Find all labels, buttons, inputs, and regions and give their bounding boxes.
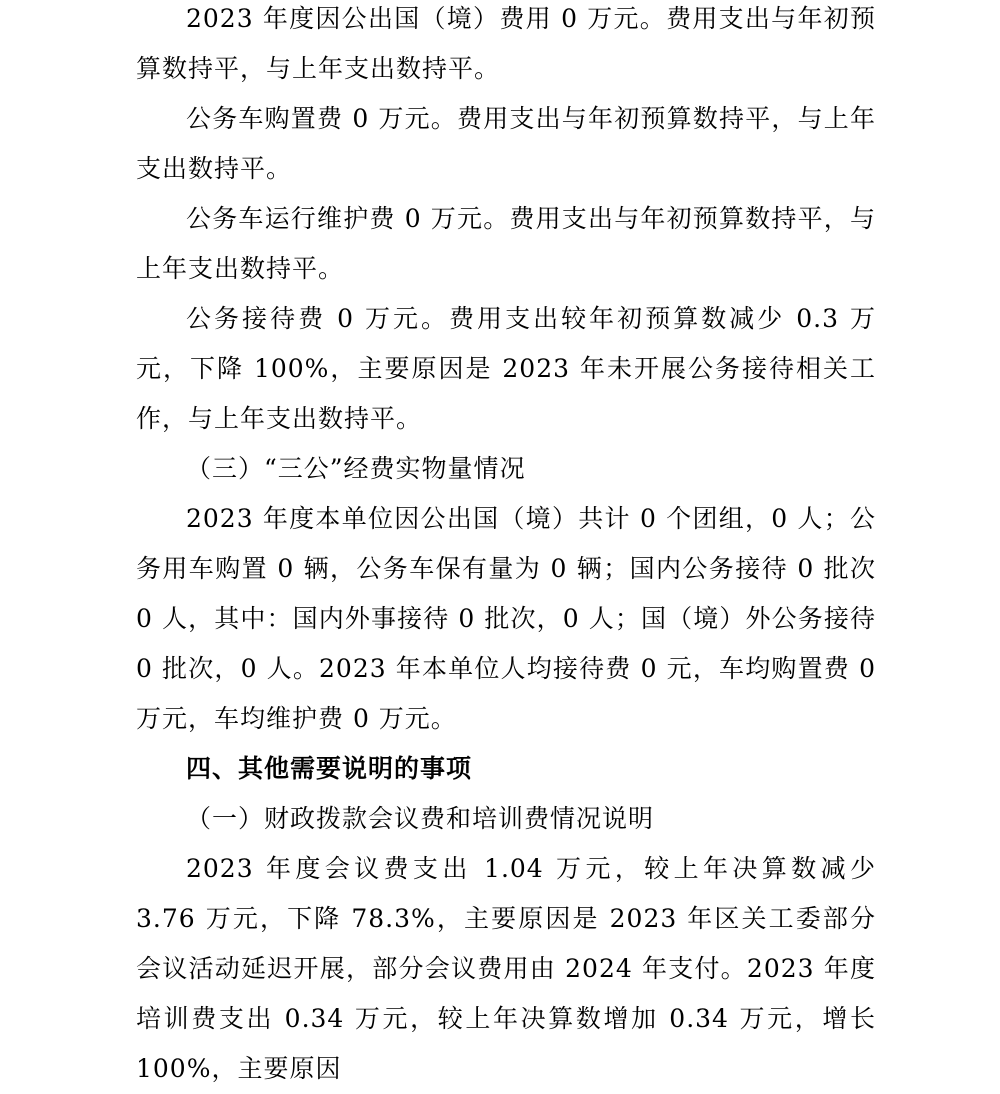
paragraph-vehicle-purchase: 公务车购置费 0 万元。费用支出与年初预算数持平，与上年支出数持平。 [136,104,876,183]
subheading-three-public-quantity: （三）“三公”经费实物量情况 [186,454,526,483]
paragraph-vehicle-maintenance: 公务车运行维护费 0 万元。费用支出与年初预算数持平，与上年支出数持平。 [136,204,876,283]
paragraph-official-reception: 公务接待费 0 万元。费用支出较年初预算数减少 0.3 万元，下降 100%，主要原因是 2023 年未开展公务接待相关工作，与上年支出数持平。 [136,304,876,433]
section-heading-other-matters: 四、其他需要说明的事项 [186,754,473,783]
paragraph-overseas-travel: 2023 年度因公出国（境）费用 0 万元。费用支出与年初预算数持平，与上年支出数持平。 [136,4,876,83]
document-page [136,0,876,1094]
paragraph-physical-quantity: 2023 年度本单位因公出国（境）共计 0 个团组，0 人；公务用车购置 0 辆，公务车保有量为 0 辆；国内公务接待 0 批次 0 人，其中：国内外事接待 0 批次，0 人；国（境）外公务接待 0 批次，0 人。2023 年本单位人均接待费 0 元，车均购置费 0 万元，车均维护费 0 万元。 [136,504,876,733]
paragraph-meeting-training: 2023 年度会议费支出 1.04 万元，较上年决算数减少 3.76 万元，下降 78.3%，主要原因是 2023 年区关工委部分会议活动延迟开展，部分会议费用由 2024 年支付。2023 年度培训费支出 0.34 万元，较上年决算数增加 0.34 万元，增长 100%，主要原因 [136,854,876,1083]
subheading-meeting-training: （一）财政拨款会议费和培训费情况说明 [186,804,655,833]
